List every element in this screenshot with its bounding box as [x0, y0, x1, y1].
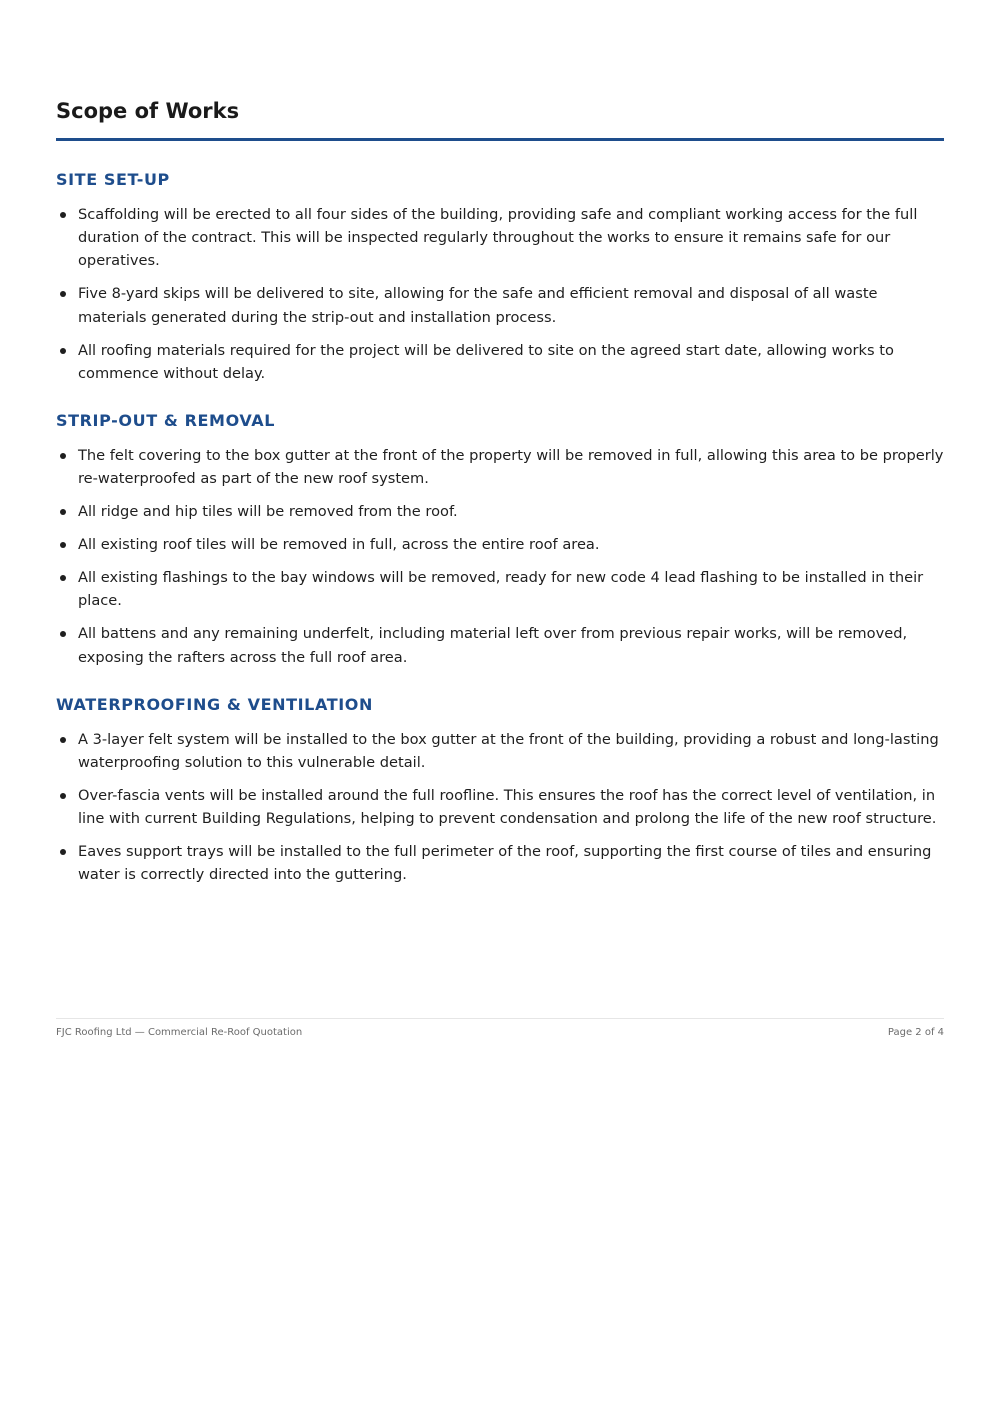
- footer-divider: [56, 1018, 944, 1019]
- site-set-up-list: [56, 203, 944, 385]
- list-item-text: All ridge and hip tiles will be removed from the roof.: [78, 503, 458, 521]
- bullet-icon: [60, 793, 66, 799]
- list-item: [56, 533, 944, 556]
- bullet-icon: [60, 737, 66, 743]
- list-item: [56, 282, 944, 328]
- footer-page-number: Page 2 of 4: [887, 1027, 944, 1038]
- bullet-icon: [60, 212, 66, 218]
- list-item-text: All existing roof tiles will be removed in full, across the entire roof area.: [78, 536, 600, 554]
- list-item-text: Eaves support trays will be installed to the full perimeter of the roof, supporting the first course of tiles and ensuring water is correctly directed into the guttering.: [78, 843, 932, 884]
- list-item: [56, 728, 944, 774]
- list-item-text: The felt covering to the box gutter at the front of the property will be removed in full, allowing this area to be properly re-waterproofed as part of the new roof system.: [78, 447, 944, 488]
- bullet-icon: [60, 631, 66, 637]
- list-item-text: Over-fascia vents will be installed around the full roofline. This ensures the roof has the correct level of ventilation, in line with current Building Regulations, helping to prevent condensation and prolong the life of the new roof structure.: [78, 787, 937, 828]
- section-heading-waterproofing-ventilation: WATERPROOFING & VENTILATION: [56, 694, 373, 714]
- list-item: [56, 784, 944, 830]
- list-item-text: Scaffolding will be erected to all four sides of the building, providing safe and compliant working access for the full duration of the contract. This will be inspected regularly throughout the works to ensure it remains safe for our operatives.: [78, 206, 918, 270]
- strip-out-removal-list: [56, 444, 944, 669]
- bullet-icon: [60, 575, 66, 581]
- list-item: [56, 203, 944, 273]
- footer-company-label: FJC Roofing Ltd — Commercial Re-Roof Quotation: [56, 1027, 303, 1038]
- list-item: [56, 622, 944, 668]
- bullet-icon: [60, 453, 66, 459]
- section-heading-site-set-up: SITE SET-UP: [56, 170, 170, 189]
- list-item-text: All battens and any remaining underfelt, including material left over from previous repair works, will be removed, exposing the rafters across the full roof area.: [78, 625, 908, 666]
- list-item-text: A 3-layer felt system will be installed to the box gutter at the front of the building, providing a robust and long-lasting waterproofing solution to this vulnerable detail.: [78, 730, 939, 772]
- list-item-text: Five 8-yard skips will be delivered to site, allowing for the safe and efficient removal and disposal of all waste materials generated during the strip-out and installation process.: [78, 285, 878, 326]
- section-heading-strip-out-removal: STRIP-OUT & REMOVAL: [56, 411, 276, 431]
- bullet-icon: [60, 542, 66, 548]
- page-title: Scope of Works: [56, 99, 240, 123]
- list-item: [56, 566, 944, 612]
- bullet-icon: [60, 849, 66, 855]
- list-item: [56, 444, 944, 490]
- document-page: [56, 0, 944, 1414]
- list-item-text: All roofing materials required for the project will be delivered to site on the agreed start date, allowing works to commence without delay.: [78, 341, 894, 382]
- page-footer: [56, 1026, 944, 1040]
- list-item: [56, 500, 944, 523]
- bullet-icon: [60, 509, 66, 515]
- list-item-text: All existing flashings to the bay windows will be removed, ready for new code 4 lead flashing to be installed in their place.: [78, 569, 924, 610]
- list-item: [56, 840, 944, 886]
- bullet-icon: [60, 291, 66, 297]
- list-item: [56, 339, 944, 385]
- title-divider: [56, 138, 944, 141]
- waterproofing-ventilation-list: [56, 728, 944, 887]
- bullet-icon: [60, 348, 66, 354]
